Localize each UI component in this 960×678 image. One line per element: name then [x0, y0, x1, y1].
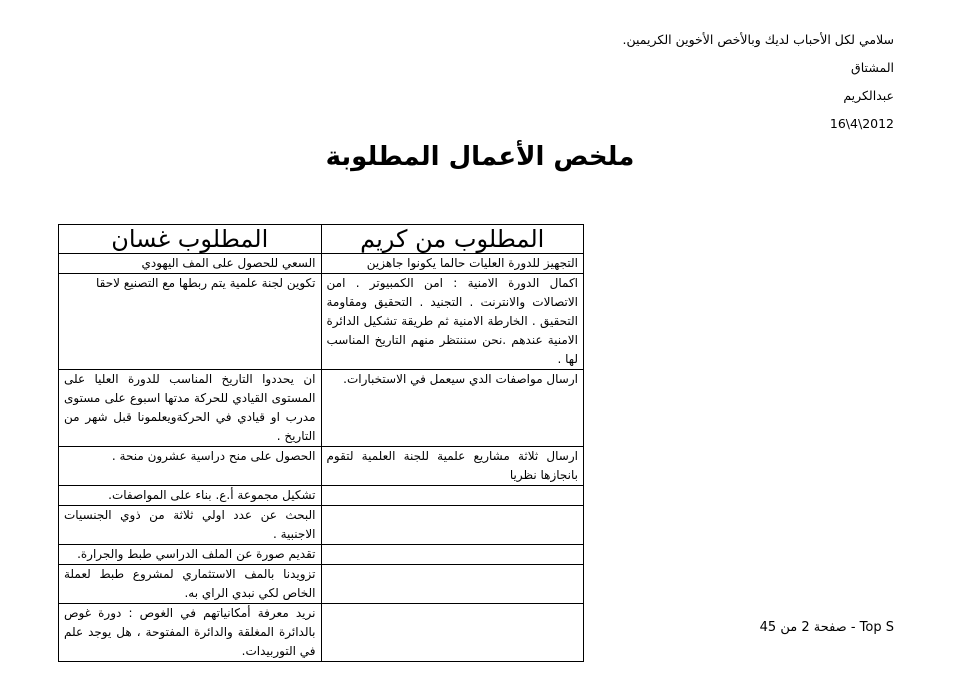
greeting-line: سلامي لكل الأحباب لديك وبالأخص الأخوين الكريمين. [622, 32, 894, 47]
ghassan-cell: السعي للحصول على المف اليهودي [59, 254, 322, 274]
karim-cell [321, 506, 584, 545]
header-karim: المطلوب من كريم [321, 225, 584, 254]
table-row [59, 254, 584, 274]
letter-header [623, 30, 894, 142]
page-footer: Top S - صفحة 2 من 45 [759, 620, 894, 635]
karim-cell: ارسال مواصفات الدي سيعمل في الاستخبارات. [321, 370, 584, 447]
karim-cell: التجهيز للدورة العليات حالما يكونوا جاهزين [321, 254, 584, 274]
table-row [59, 447, 584, 486]
table-row [59, 565, 584, 604]
ghassan-cell: نريد معرفة أمكانياتهم في الغوص : دورة غوص بالدائرة المغلقة والدائرة المفتوحة ، هل يوجد علم في التوربيدات. [59, 604, 322, 662]
karim-cell [321, 545, 584, 565]
karim-cell [321, 604, 584, 662]
tasks-table [58, 224, 584, 662]
ghassan-cell: تزويدنا بالمف الاستثماري لمشروع طبط لعملة الخاص لكي نبدي الراي به. [59, 565, 322, 604]
table-row [59, 274, 584, 370]
table-row [59, 506, 584, 545]
karim-cell [321, 565, 584, 604]
karim-cell: اكمال الدورة الامنية : امن الكمبيوتر . امن الاتصالات والانترنت . التجنيد . التحقيق ومقاومة التحقيق . الخارطة الامنية ثم طريقة تشكيل الدائرة الامنية عندهم .نحن سننتظر منهم التاريخ المناسب لها . [321, 274, 584, 370]
karim-cell: ارسال ثلاثة مشاريع علمية للجنة العلمية لتقوم بانجازها نظريا [321, 447, 584, 486]
document-title: ملخص الأعمال المطلوبة [325, 142, 635, 172]
ghassan-cell: الحصول على منح دراسية عشرون منحة . [59, 447, 322, 486]
table-row [59, 604, 584, 662]
ghassan-cell: ان يحددوا التاريخ المناسب للدورة العليا على المستوى القيادي للحركة مدتها اسبوع على مستوى مدرب او قيادي في الحركةويعلمونا قبل شهر من التاريخ . [59, 370, 322, 447]
karim-cell [321, 486, 584, 506]
ghassan-cell: البحث عن عدد اولي ثلاثة من ذوي الجنسيات الاجنبية . [59, 506, 322, 545]
ghassan-cell: تقديم صورة عن الملف الدراسي طبط والجرارة. [59, 545, 322, 565]
ghassan-cell: تكوين لجنة علمية يتم ربطها مع التصنيع لاحقا [59, 274, 322, 370]
table-row [59, 545, 584, 565]
signer-name: عبدالكريم [843, 88, 894, 103]
letter-date: 2012\4\16 [829, 116, 894, 131]
ghassan-cell: تشكيل مجموعة أ.ع. بناء على المواصفات. [59, 486, 322, 506]
table-row [59, 486, 584, 506]
table-header-row [59, 225, 584, 254]
table-row [59, 370, 584, 447]
header-ghassan: المطلوب غسان [59, 225, 322, 254]
closing-line: المشتاق [851, 60, 894, 75]
